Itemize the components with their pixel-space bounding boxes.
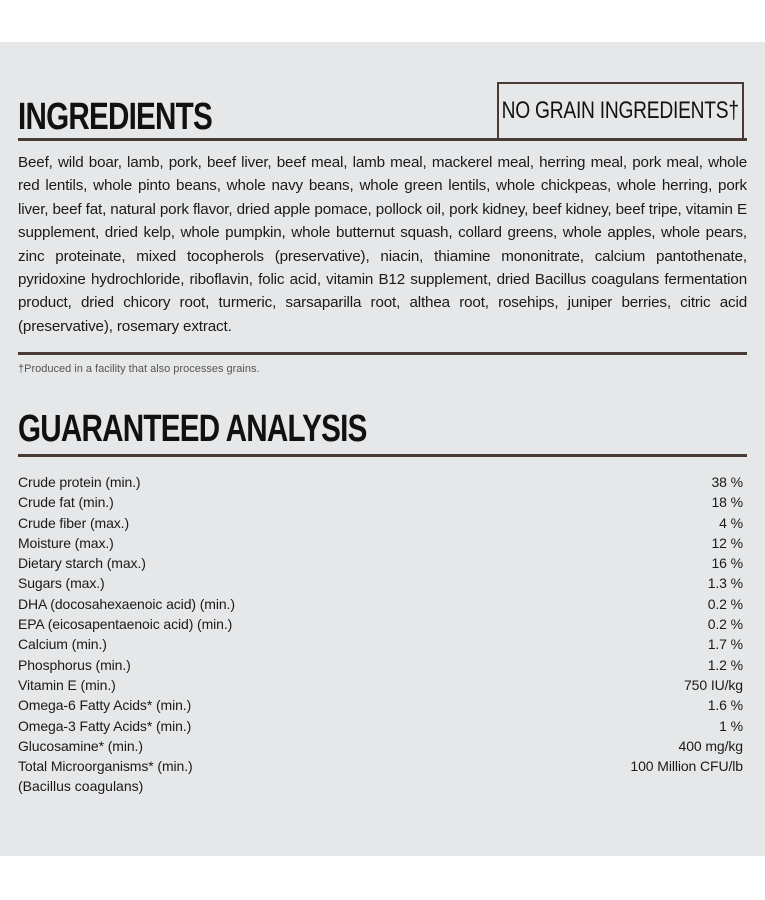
- analysis-row-omega-6: [18, 695, 743, 715]
- grain-facility-footnote: †Produced in a facility that also processes grains.: [18, 363, 260, 375]
- analysis-value: 4 %: [719, 514, 743, 531]
- analysis-label: Moisture (max.): [18, 534, 114, 551]
- analysis-label: Omega-3 Fatty Acids* (min.): [18, 717, 192, 734]
- analysis-label: Sugars (max.): [18, 575, 105, 592]
- analysis-value: 1.3 %: [707, 575, 743, 592]
- analysis-row-total-microorganisms: [18, 756, 743, 776]
- analysis-row-glucosamine: [18, 736, 743, 756]
- analysis-label: Calcium (min.): [18, 636, 107, 653]
- analysis-label: Crude fat (min.): [18, 494, 114, 511]
- analysis-table: [18, 472, 743, 797]
- analysis-value: 1.7 %: [707, 636, 743, 653]
- analysis-row-epa: [18, 614, 743, 634]
- analysis-label: Crude fiber (max.): [18, 514, 130, 531]
- analysis-label: Crude protein (min.): [18, 474, 141, 490]
- ingredients-bottom-divider: [18, 352, 747, 355]
- analysis-label: Omega-6 Fatty Acids* (min.): [18, 697, 192, 714]
- analysis-row-crude-protein: [18, 472, 743, 492]
- analysis-label: Dietary starch (max.): [18, 555, 146, 572]
- analysis-row-crude-fiber: [18, 513, 743, 533]
- label-panel: [0, 42, 765, 856]
- analysis-row-calcium: [18, 634, 743, 654]
- analysis-value: 1.6 %: [707, 697, 743, 714]
- analysis-row-dha: [18, 594, 743, 614]
- analysis-label: Glucosamine* (min.): [18, 737, 143, 754]
- analysis-value: 400 mg/kg: [678, 737, 743, 754]
- analysis-value: 0.2 %: [707, 616, 743, 633]
- analysis-row-dietary-starch: [18, 553, 743, 573]
- analysis-value: 750 IU/kg: [683, 676, 743, 693]
- analysis-value: 0.2 %: [707, 595, 743, 612]
- guaranteed-analysis-title: GUARANTEED ANALYSIS: [18, 408, 367, 450]
- analysis-row-omega-3: [18, 716, 743, 736]
- analysis-label: Phosphorus (min.): [18, 656, 131, 673]
- analysis-value: 1 %: [719, 717, 743, 734]
- analysis-row-moisture: [18, 533, 743, 553]
- analysis-label: EPA (eicosapentaenoic acid) (min.): [18, 616, 233, 633]
- analysis-label: Vitamin E (min.): [18, 676, 116, 693]
- microorganism-strain-note: (Bacillus coagulans): [18, 778, 144, 795]
- no-grain-badge-text: NO GRAIN INGREDIENTS†: [501, 97, 740, 124]
- analysis-value: 18 %: [711, 494, 743, 511]
- analysis-value: 12 %: [711, 534, 743, 551]
- analysis-label: Total Microorganisms* (min.): [18, 758, 193, 775]
- ingredients-top-divider: [18, 138, 747, 141]
- analysis-value: 100 Million CFU/lb: [630, 758, 743, 775]
- analysis-row-vitamin-e: [18, 675, 743, 695]
- ingredients-title: INGREDIENTS: [18, 96, 212, 138]
- analysis-value: 16 %: [711, 555, 743, 572]
- analysis-row-crude-fat: [18, 492, 743, 512]
- ingredients-list: Beef, wild boar, lamb, pork, beef liver, beef meal, lamb meal, mackerel meal, herring meal, pork meal, whole red lentils, whole pinto beans, whole navy beans, whole green lentils, whole chickpeas, whole herring, pork liver, beef fat, natural pork flavor, dried apple pomace, pollock oil, pork kidney, beef kidney, beef tripe, vitamin E supplement, dried kelp, whole pumpkin, whole butternut squash, collard greens, whole apples, whole pears, zinc proteinate, mixed tocopherols (preservative), niacin, thiamine mononitrate, calcium pantothenate, pyridoxine hydrochloride, riboflavin, folic acid, vitamin B12 supplement, dried Bacillus coagulans fermentation product, dried chicory root, turmeric, sarsaparilla root, althea root, rosehips, juniper berries, citric acid (preservative), rosemary extract.: [18, 154, 747, 335]
- analysis-divider: [18, 454, 747, 457]
- analysis-row-sugars: [18, 573, 743, 593]
- analysis-value: 1.2 %: [707, 656, 743, 673]
- analysis-value: 38 %: [711, 474, 743, 490]
- no-grain-badge: [497, 82, 744, 138]
- analysis-row-phosphorus: [18, 655, 743, 675]
- analysis-label: DHA (docosahexaenoic acid) (min.): [18, 595, 235, 612]
